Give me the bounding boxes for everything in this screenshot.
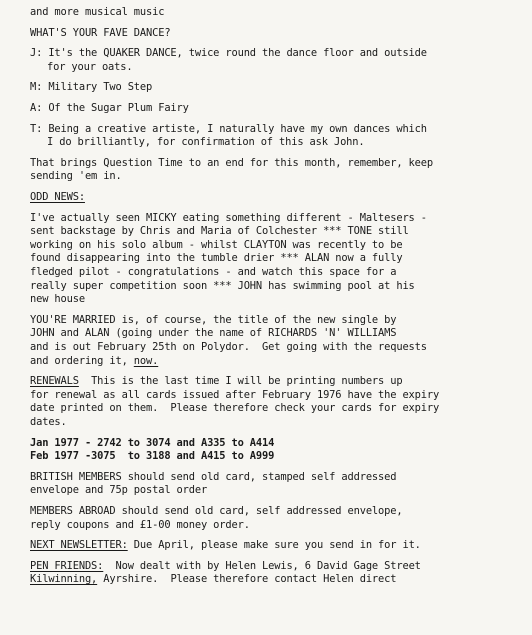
question-time-end-line1: That brings Question Time to an end for this month, remember, keep [30,156,433,169]
pen-friends-heading: PEN FRIENDS: [30,559,104,572]
answer-t-line2: I do brilliantly, for confirmation of this ask John. [47,136,365,149]
ayrshire-text: Ayrshire. Please therefore contact Helen direct [97,573,397,586]
feb-numbers: Feb 1977 -3075 to 3188 and A415 to A999 [30,450,275,463]
odd-news-line5: fledged pilot - congratulations - and watch this space for a [30,266,397,278]
abroad-line2-text: reply coupons and £1-00 money order. [30,518,250,531]
renewals-line1 [30,375,526,389]
answer-m: M: Military Two Step [30,81,153,94]
answer-t-line1: T: Being a creative artiste, I naturally have my own dances which [30,122,427,135]
british-members-line1: BRITISH MEMBERS should send old card, stamped self addressed [30,470,397,483]
married-line4 [30,355,526,369]
british-members-line2: envelope and 75p postal order [30,484,208,497]
odd-news-line1: I've actually seen MICKY eating something different - Maltesers - [30,211,427,224]
next-newsletter-heading: NEXT NEWSLETTER: [30,539,128,552]
odd-news-line6: really super competition soon *** JOHN has swimming pool at his [30,279,415,292]
renewals-heading: RENEWALS [30,375,79,388]
abroad-line2 [30,519,526,533]
married-line2: JOHN and ALAN (going under the name of RICHARDS 'N' WILLIAMS [30,327,397,340]
jan-numbers: Jan 1977 - 2742 to 3074 and A335 to A414 [30,436,275,449]
pen-friends-line1 [30,560,526,574]
abroad-line1 [30,505,526,519]
renewals-line3: date printed on them. Please therefore check your cards for expiry [30,402,440,415]
next-newsletter [30,539,526,553]
odd-news-line2: sent backstage by Chris and Maria of Colchester *** TONE still [30,225,409,238]
question-heading: WHAT'S YOUR FAVE DANCE? [30,26,171,39]
renewals-text: This is the last time I will be printing numbers up [78,375,403,388]
abroad-line1-text: MEMBERS ABROAD should send old card, self addressed envelope, [30,505,403,517]
married-line1: YOU'RE MARRIED is, of course, the title of the new single by [30,313,397,326]
renewals-line4: dates. [30,416,67,428]
pen-friends-text: Now dealt with by Helen Lewis, 6 David Gage Street [103,559,421,572]
now-emphasis: now. [133,354,159,367]
next-newsletter-text: Due April, please make sure you send in for it. [127,539,421,552]
question-time-end-line2: sending 'em in. [30,170,122,183]
intro-line: and more musical music [30,6,165,18]
married-line4-text: and ordering it, [30,354,134,367]
odd-news-line7: new house [30,293,85,306]
odd-news-heading: ODD NEWS: [30,191,85,203]
kilwinning-text: Kilwinning, [30,573,98,586]
answer-j-line1: J: It's the QUAKER DANCE, twice round the dance floor and outside [30,47,427,60]
pen-friends-line2 [30,573,526,587]
odd-news-line4: found disappearing into the tumble drier *** ALAN now a fully [30,252,403,265]
answer-a: A: Of the Sugar Plum Fairy [30,102,189,114]
odd-news-line3: working on his solo album - whilst CLAYTON was recently to be [30,238,403,251]
married-line3: and is out February 25th on Polydor. Get going with the requests [30,341,427,353]
renewals-line2: for renewal as all cards issued after February 1976 have the expiry [30,388,440,401]
answer-j-line2: for your oats. [47,60,133,73]
